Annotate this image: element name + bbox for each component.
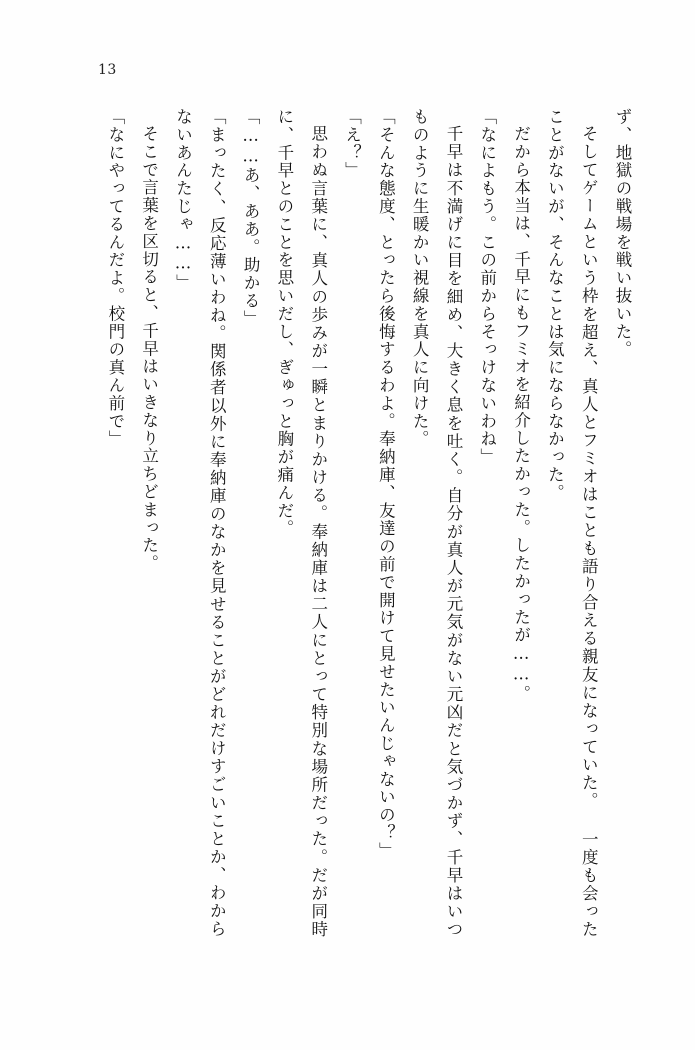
paragraph: 「そんな態度、とったら後悔するわよ。奉納庫、友達の前で開けて見せたいんじゃないの？」	[376, 108, 396, 860]
paragraph: ず、地獄の戦場を戦い抜いた。	[613, 108, 632, 359]
page-body-text	[69, 108, 639, 938]
paragraph: だから本当は、千早にもフミオを紹介したかった。したかったが……。	[511, 124, 531, 703]
paragraph: 「なにやってるんだよ。校門の真ん前で」	[105, 108, 125, 449]
paragraph: 「え？」	[342, 108, 362, 180]
paragraph: そこで言葉を区切ると、千早はいきなり立ちどまった。	[139, 124, 159, 572]
paragraph: 「なによもう。この前からそっけないわね」	[477, 108, 497, 466]
paragraph: 思わぬ言葉に、真人の歩みが一瞬とまりかける。奉納庫は二人にとって特別な場所だった。だが同時に、千早とのことを思いだし、ぎゅっと胸が痛んだ。	[274, 108, 328, 938]
paragraph: 千早は不満げに目を細め、大きく息を吐く。自分が真人が元気がない元凶だと気づかず、千早はいつものように生暖かい視線を真人に向けた。	[410, 108, 463, 938]
paragraph: 「まったく、反応薄いわね。関係者以外に奉納庫のなかを見せることがどれだけすごいことか、わからないあんたじゃ……」	[173, 108, 227, 938]
paragraph: そしてゲームという枠を超え、真人とフミオはことも語り合える親友になっていた。 一度も会ったことがないが、そんなことは気にならなかった。	[545, 108, 599, 938]
paragraph: 「……あ、ああ。助かる」	[241, 108, 261, 328]
page-number: 13	[98, 62, 117, 78]
